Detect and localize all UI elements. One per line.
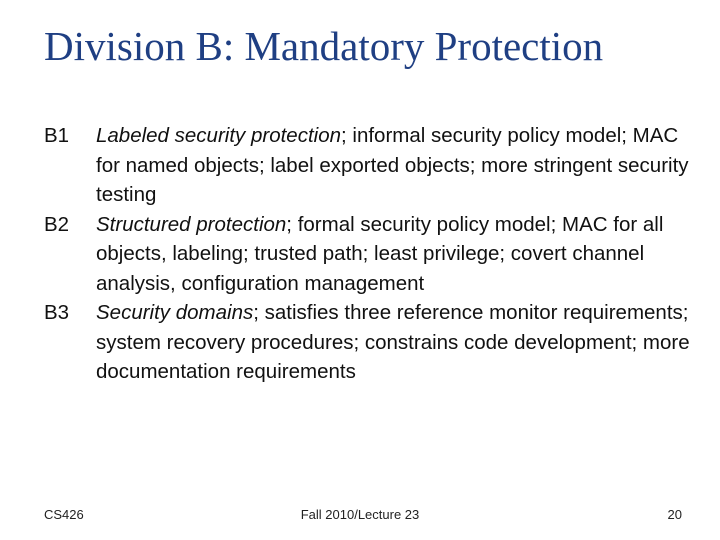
item-label: B1	[44, 124, 70, 147]
list-item-b2	[44, 210, 704, 299]
item-description	[96, 121, 704, 210]
item-label: B3	[44, 301, 70, 324]
item-label: B2	[44, 212, 70, 236]
item-details: ; satisfies three reference monitor requirements; system recovery procedures; constrains code development; more documentation requirements	[96, 301, 690, 383]
footer-page-number: 20	[667, 507, 682, 522]
slide-title: Division B: Mandatory Protection	[44, 23, 604, 69]
item-details: ; formal security policy model; MAC for all objects, labeling; trusted path; least privilege; covert channel analysis, configuration management	[96, 212, 664, 295]
list-item-b3	[44, 298, 704, 387]
item-term: Labeled security protection	[96, 124, 342, 147]
list-item-b1	[44, 121, 704, 210]
footer-course: CS426	[44, 507, 84, 522]
item-description	[96, 210, 704, 299]
item-details: ; informal security policy model; MAC for named objects; label exported objects; more stringent security testing	[96, 124, 689, 206]
division-b-list	[44, 121, 704, 387]
item-term: Structured protection	[96, 212, 287, 236]
item-term: Security domains	[96, 301, 254, 324]
footer-lecture: Fall 2010/Lecture 23	[300, 507, 420, 522]
item-description	[96, 298, 704, 387]
